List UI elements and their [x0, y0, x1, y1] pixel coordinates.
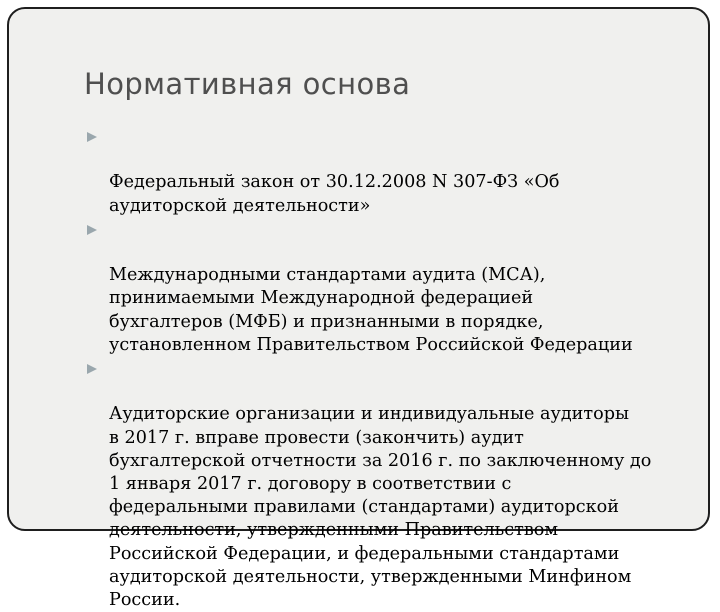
bullet-item: [87, 357, 687, 612]
triangle-bullet-icon: [87, 132, 97, 142]
bullet-item: [87, 218, 687, 357]
triangle-bullet-icon: [87, 364, 97, 374]
triangle-bullet-icon: [87, 225, 97, 235]
bullet-list: [87, 125, 687, 612]
bullet-text: Аудиторские организации и индивидуальные аудиторы в 2017 г. вправе провести (закончить) аудит бухгалтерской отчетности за 2016 г. по заключенному до 1 января 2017 г. договору в соответствии с федеральными правилами (стандартами) аудиторской деятельности, утвержденными Правительством Российской Федерации, и федеральными стандартами аудиторской деятельности, утвержденными Минфином России.: [109, 404, 652, 611]
bullet-text: Международными стандартами аудита (МСА), принимаемыми Международной федерацией бухгалтеров (МФБ) и признанными в порядке, установленном Правительством Российской Федерации: [109, 265, 633, 355]
bullet-item: [87, 125, 687, 218]
slide-title: Нормативная основа: [84, 67, 411, 101]
slide: [7, 7, 710, 611]
bullet-text: Федеральный закон от 30.12.2008 N 307-ФЗ «Об аудиторской деятельности»: [109, 172, 560, 216]
